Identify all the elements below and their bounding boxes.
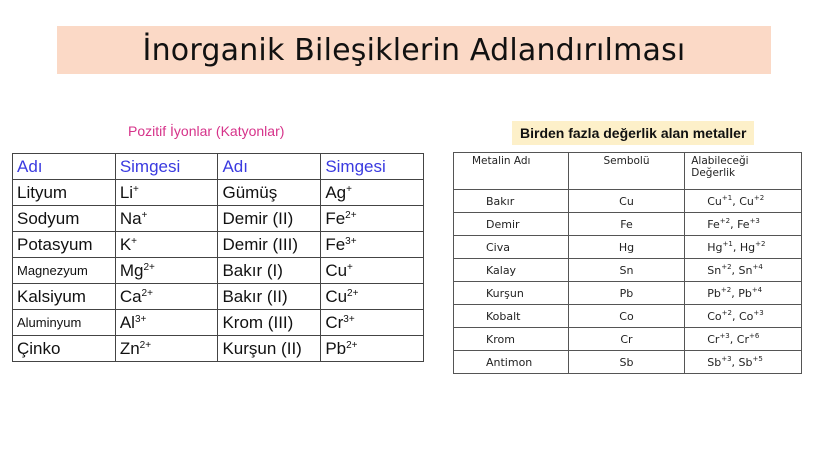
title-band (57, 26, 771, 74)
metal-name: Bakır (454, 190, 569, 213)
metal-symbol: Sb (568, 351, 685, 374)
header-symbol: Simgesi (321, 154, 424, 180)
cation-symbol: Ag+ (321, 180, 424, 206)
metal-valences: $Pb^{+2}$, $Pb^{+4}$ (685, 282, 802, 305)
table-row (13, 336, 424, 362)
table-row (13, 258, 424, 284)
table-row (454, 328, 802, 351)
cation-name: Aluminyum (13, 310, 116, 336)
metal-name: Krom (454, 328, 569, 351)
header-symbol: Simgesi (115, 154, 218, 180)
valence-table (453, 152, 802, 374)
cations-header-row (13, 154, 424, 180)
cation-symbol: $Ca^{2+}$ (115, 284, 218, 310)
cation-name: Çinko (13, 336, 116, 362)
table-row (454, 351, 802, 374)
cation-name: Kurşun (II) (218, 336, 321, 362)
header-name: Adı (13, 154, 116, 180)
cation-name: Demir (III) (218, 232, 321, 258)
cation-name: Bakır (II) (218, 284, 321, 310)
table-row (454, 190, 802, 213)
cation-symbol: Cu+ (321, 258, 424, 284)
metal-valences: $Cu^{+1}$, $Cu^{+2}$ (685, 190, 802, 213)
metal-symbol: Pb (568, 282, 685, 305)
cation-name: Demir (II) (218, 206, 321, 232)
cations-table (12, 153, 424, 362)
cation-symbol: $Fe^{2+}$ (321, 206, 424, 232)
metal-name: Kurşun (454, 282, 569, 305)
table-row (454, 259, 802, 282)
metal-valences: $Sb^{+3}$, $Sb^{+5}$ (685, 351, 802, 374)
table-row (13, 232, 424, 258)
metal-name: Antimon (454, 351, 569, 374)
table-row (13, 180, 424, 206)
cation-name: Lityum (13, 180, 116, 206)
header-valence: Alabileceği Değerlik (685, 153, 802, 190)
metal-name: Kalay (454, 259, 569, 282)
metal-name: Demir (454, 213, 569, 236)
valence-header-row (454, 153, 802, 190)
table-row (454, 236, 802, 259)
cations-caption: Pozitif İyonlar (Katyonlar) (128, 123, 285, 139)
multivalent-caption: Birden fazla değerlik alan metaller (512, 121, 754, 145)
metal-symbol: Sn (568, 259, 685, 282)
header-metal-name: Metalin Adı (454, 153, 569, 190)
metal-symbol: Co (568, 305, 685, 328)
cation-name: Magnezyum (13, 258, 116, 284)
metal-symbol: Cr (568, 328, 685, 351)
table-row (13, 206, 424, 232)
cation-symbol: $Mg^{2+}$ (115, 258, 218, 284)
metal-valences: $Co^{+2}$, $Co^{+3}$ (685, 305, 802, 328)
metal-valences: $Hg^{+1}$, $Hg^{+2}$ (685, 236, 802, 259)
cation-symbol: K+ (115, 232, 218, 258)
cation-symbol: $Pb^{2+}$ (321, 336, 424, 362)
table-row (454, 305, 802, 328)
cation-name: Gümüş (218, 180, 321, 206)
cation-name: Krom (III) (218, 310, 321, 336)
metal-name: Kobalt (454, 305, 569, 328)
metal-valences: $Cr^{+3}$, $Cr^{+6}$ (685, 328, 802, 351)
metal-valences: $Fe^{+2}$, $Fe^{+3}$ (685, 213, 802, 236)
metal-symbol: Fe (568, 213, 685, 236)
table-row (13, 284, 424, 310)
cation-symbol: $Cr^{3+}$ (321, 310, 424, 336)
header-symbol: Sembolü (568, 153, 685, 190)
table-row (13, 310, 424, 336)
cation-symbol: Li+ (115, 180, 218, 206)
cation-name: Kalsiyum (13, 284, 116, 310)
cation-name: Potasyum (13, 232, 116, 258)
cation-name: Sodyum (13, 206, 116, 232)
cation-name: Bakır (I) (218, 258, 321, 284)
metal-valences: $Sn^{+2}$, $Sn^{+4}$ (685, 259, 802, 282)
cation-symbol: $Cu^{2+}$ (321, 284, 424, 310)
header-name: Adı (218, 154, 321, 180)
table-row (454, 213, 802, 236)
cation-symbol: $Fe^{3+}$ (321, 232, 424, 258)
page-title: İnorganik Bileşiklerin Adlandırılması (142, 32, 686, 68)
metal-name: Civa (454, 236, 569, 259)
cation-symbol: $Al^{3+}$ (115, 310, 218, 336)
metal-symbol: Hg (568, 236, 685, 259)
cation-symbol: $Zn^{2+}$ (115, 336, 218, 362)
cation-symbol: Na+ (115, 206, 218, 232)
metal-symbol: Cu (568, 190, 685, 213)
table-row (454, 282, 802, 305)
